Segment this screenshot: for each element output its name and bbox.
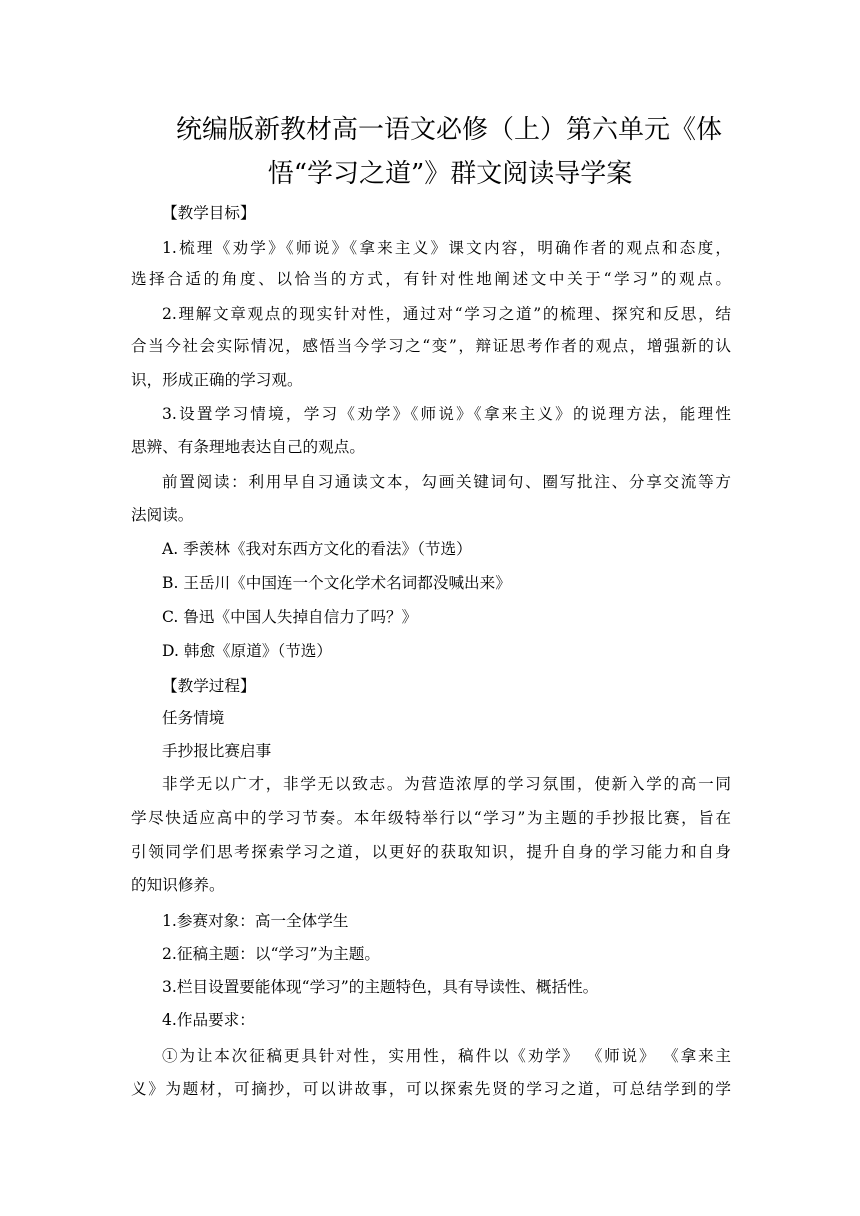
notice-paragraph-line-1: 非学无以广才，非学无以致志。为营造浓厚的学习氛围，使新入学的高一同 <box>162 775 731 793</box>
requirement-1-line-2: 义》为题材，可摘抄，可以讲故事，可以探索先贤的学习之道，可总结学到的学 <box>131 1080 731 1098</box>
document-title-line-1: 统编版新教材高一语文必修（上）第六单元《体 <box>176 115 723 145</box>
rule-3: 3.栏目设置要能体现“学习”的主题特色，具有导读性、概括性。 <box>162 978 599 996</box>
goal-2-line-1: 2.理解文章观点的现实针对性，通过对“学习之道”的梳理、探究和反思，结 <box>162 305 731 323</box>
requirement-1-line-1: ①为让本次征稿更具针对性，实用性，稿件以《劝学》 《师说》 《拿来主 <box>162 1047 731 1065</box>
goal-2-line-3: 识，形成正确的学习观。 <box>131 371 303 389</box>
goal-3-line-2: 思辨、有条理地表达自己的观点。 <box>131 438 365 456</box>
reading-item-b: B. 王岳川《中国连一个文化学术名词都没喊出来》 <box>162 574 511 592</box>
preread-line-1: 前置阅读：利用早自习通读文本，勾画关键词句、圈写批注、分享交流等方 <box>162 473 731 491</box>
reading-item-c: C. 鲁迅《中国人失掉自信力了吗？》 <box>162 608 418 626</box>
rule-2: 2.征稿主题：以“学习”为主题。 <box>162 945 380 963</box>
rule-1: 1.参赛对象：高一全体学生 <box>162 912 349 930</box>
rule-4: 4.作品要求： <box>162 1011 255 1029</box>
goal-2-line-2: 合当今社会实际情况，感悟当今学习之“变”，辩证思考作者的观点，增强新的认 <box>131 337 731 355</box>
notice-paragraph-line-3: 引领同学们思考探索学习之道，以更好的获取知识，提升自身的学习能力和自身 <box>131 843 731 861</box>
notice-paragraph-line-2: 学尽快适应高中的学习节奏。本年级特举行以“学习”为主题的手抄报比赛，旨在 <box>131 809 731 827</box>
goals-heading: 【教学目标】 <box>162 204 256 222</box>
preread-line-2: 法阅读。 <box>131 506 194 524</box>
reading-item-d: D. 韩愈《原道》（节选） <box>162 642 332 660</box>
notice-title: 手抄报比赛启事 <box>162 742 272 760</box>
document-title-line-2: 悟“学习之道”》群文阅读导学案 <box>267 159 633 189</box>
process-heading: 【教学过程】 <box>162 677 256 695</box>
goal-1-line-2: 选择合适的角度、以恰当的方式，有针对性地阐述文中关于“学习”的观点。 <box>131 270 731 288</box>
reading-item-a: A. 季羡林《我对东西方文化的看法》（节选） <box>162 540 472 558</box>
task-situation-label: 任务情境 <box>162 709 225 727</box>
goal-3-line-1: 3.设置学习情境，学习《劝学》《师说》《拿来主义》的说理方法，能理性 <box>162 405 731 423</box>
notice-paragraph-line-4: 的知识修养。 <box>131 876 225 894</box>
goal-1-line-1: 1.梳理《劝学》《师说》《拿来主义》课文内容，明确作者的观点和态度， <box>162 239 731 257</box>
